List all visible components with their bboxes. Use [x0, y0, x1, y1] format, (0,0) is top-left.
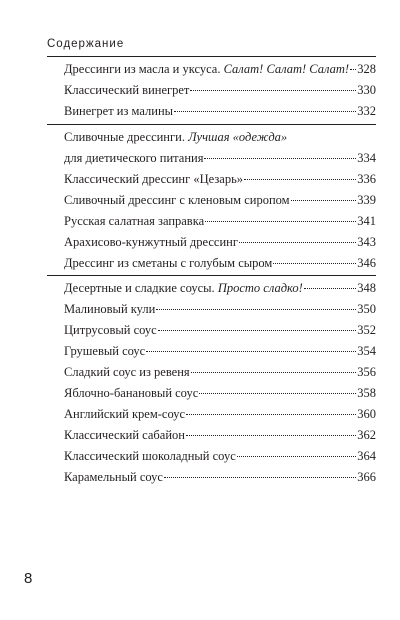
dot-leader	[304, 287, 356, 289]
toc-entry[interactable]	[64, 103, 376, 119]
toc-entry-subtitle: Просто сладко!	[217, 281, 303, 295]
section-rule	[47, 56, 376, 57]
toc-entry-subtitle: для диетического питания	[64, 151, 204, 165]
toc-page-number: 358	[357, 386, 376, 400]
dot-leader	[164, 476, 356, 478]
toc-page-number: 362	[357, 428, 376, 442]
toc-page-number: 366	[357, 470, 376, 484]
dot-leader	[186, 413, 356, 415]
toc-entry-title: Грушевый соус	[64, 344, 146, 358]
dot-leader	[174, 110, 356, 112]
toc-page-number: 356	[357, 365, 376, 379]
dot-leader	[204, 157, 356, 159]
toc-entry[interactable]	[64, 385, 376, 401]
toc-page-number: 330	[357, 83, 376, 97]
dot-leader	[350, 68, 356, 70]
toc-page-number: 364	[357, 449, 376, 463]
dot-leader	[158, 329, 357, 331]
toc-entry[interactable]	[64, 301, 376, 317]
running-header: Содержание	[47, 38, 125, 50]
toc-entry[interactable]	[64, 427, 376, 443]
section-rule	[47, 124, 376, 125]
toc-page-number: 343	[357, 235, 376, 249]
page-number: 8	[24, 570, 33, 587]
dot-leader	[244, 178, 356, 180]
toc-entry[interactable]	[64, 406, 376, 422]
toc-entry[interactable]	[64, 448, 376, 464]
toc-page-number: 339	[357, 193, 376, 207]
dot-leader	[190, 89, 356, 91]
toc-entry-title: Классический сабайон	[64, 428, 185, 442]
toc-page-number: 352	[357, 323, 376, 337]
toc-page-number: 341	[357, 214, 376, 228]
dot-leader	[291, 199, 357, 201]
toc-page-number: 328	[357, 62, 376, 76]
toc-entry-title: Сливочный дрессинг с кленовым сиропом	[64, 193, 290, 207]
toc-page-number: 336	[357, 172, 376, 186]
toc-entry-title: Дрессинг из сметаны с голубым сыром	[64, 256, 273, 270]
toc-entry[interactable]	[64, 192, 376, 208]
toc-entry-title: Дрессинги из масла и уксуса. Салат! Салат! Салат!	[64, 62, 350, 76]
toc-entry[interactable]	[64, 171, 376, 187]
dot-leader	[199, 392, 356, 394]
dot-leader	[273, 262, 356, 264]
toc-entry-subtitle: Салат! Салат! Салат!	[223, 62, 350, 76]
dot-leader	[205, 220, 356, 222]
toc-entry[interactable]	[64, 129, 376, 145]
dot-leader	[156, 308, 356, 310]
toc-entry-title: Арахисово-кунжутный дрессинг	[64, 235, 238, 249]
toc-entry-title: Русская салатная заправка	[64, 214, 205, 228]
toc-entry-title: Малиновый кули	[64, 302, 156, 316]
toc-entry-title: Сливочные дрессинги. Лучшая «одежда»	[64, 130, 288, 144]
dot-leader	[239, 241, 356, 243]
toc-entry-title: Английский крем-соус	[64, 407, 186, 421]
toc-entry[interactable]	[64, 82, 376, 98]
toc-entry[interactable]	[64, 280, 376, 296]
toc-page-number: 332	[357, 104, 376, 118]
toc-page-number: 350	[357, 302, 376, 316]
toc-entry-title: Сладкий соус из ревеня	[64, 365, 190, 379]
toc-entry-subtitle: Лучшая «одежда»	[188, 130, 288, 144]
toc-page-number: 334	[357, 151, 376, 165]
toc-entry-title: Яблочно-банановый соус	[64, 386, 199, 400]
toc-entry-continuation[interactable]	[64, 150, 376, 166]
toc-entry-title: Классический винегрет	[64, 83, 190, 97]
toc-page-number: 354	[357, 344, 376, 358]
toc-entry[interactable]	[64, 255, 376, 271]
toc-page-number: 360	[357, 407, 376, 421]
dot-leader	[146, 350, 356, 352]
toc-entry-title: Десертные и сладкие соусы. Просто сладко!	[64, 281, 303, 295]
toc-page-number: 348	[357, 281, 376, 295]
toc-entry-title: Классический шоколадный соус	[64, 449, 236, 463]
toc-entry[interactable]	[64, 61, 376, 77]
toc-entry[interactable]	[64, 364, 376, 380]
toc-entry-title: Классический дрессинг «Цезарь»	[64, 172, 244, 186]
toc-entry-title: Цитрусовый соус	[64, 323, 157, 337]
toc-entry-title: Винегрет из малины	[64, 104, 174, 118]
section-rule	[47, 275, 376, 276]
toc-entry[interactable]	[64, 343, 376, 359]
toc-entry[interactable]	[64, 469, 376, 485]
toc-entry[interactable]	[64, 322, 376, 338]
dot-leader	[237, 455, 357, 457]
toc-page-number: 346	[357, 256, 376, 270]
toc-entry[interactable]	[64, 234, 376, 250]
toc-entry[interactable]	[64, 213, 376, 229]
dot-leader	[191, 371, 357, 373]
dot-leader	[186, 434, 356, 436]
toc-entry-title: Карамельный соус	[64, 470, 163, 484]
